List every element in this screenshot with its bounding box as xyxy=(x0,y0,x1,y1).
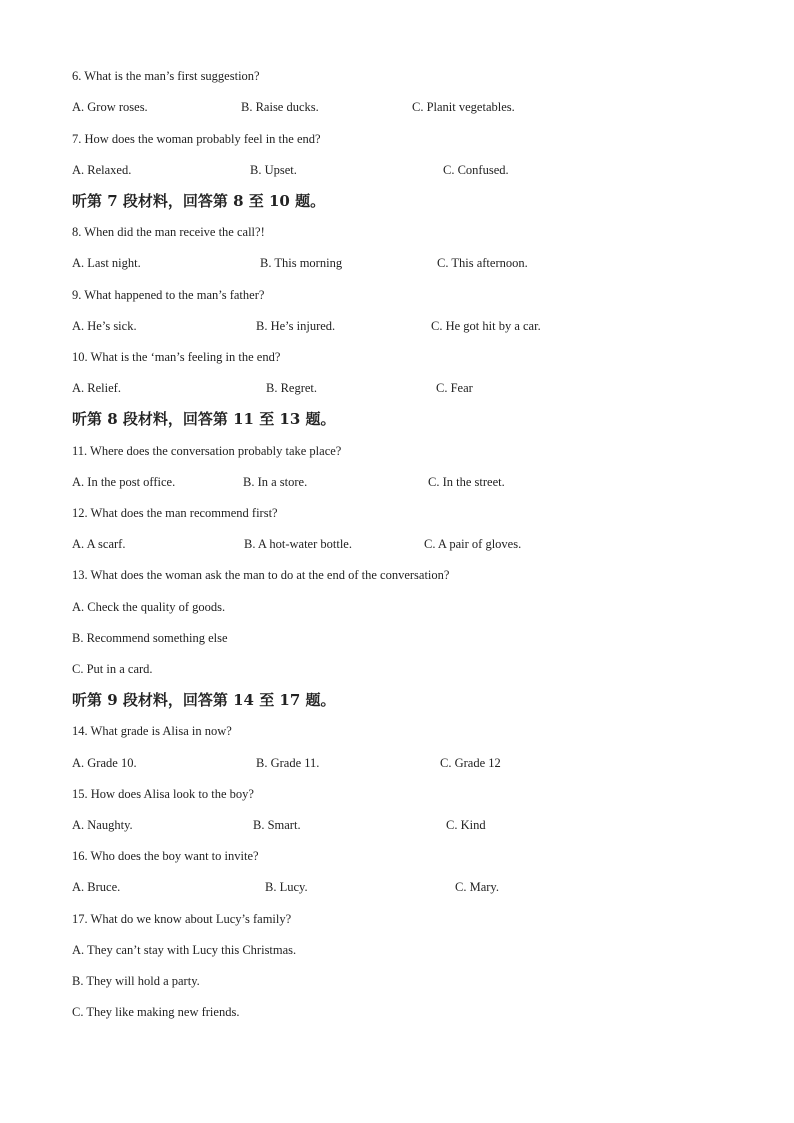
option-a: A. Check the quality of goods. xyxy=(72,600,226,614)
option-b: B. They will hold a party. xyxy=(72,974,200,988)
question-6: 6. What is the man’s first suggestion? xyxy=(72,69,260,83)
option-a: A. A scarf. xyxy=(72,537,126,551)
option-c: C. Grade 12 xyxy=(440,756,501,770)
question-16: 16. Who does the boy want to invite? xyxy=(72,849,259,863)
option-a: A. Last night. xyxy=(72,256,141,270)
option-a: A. Relief. xyxy=(72,381,121,395)
option-a: A. Grade 10. xyxy=(72,756,137,770)
option-a: A. Naughty. xyxy=(72,818,133,832)
option-c: C. Kind xyxy=(446,818,486,832)
option-a: A. He’s sick. xyxy=(72,319,137,333)
question-12: 12. What does the man recommend first? xyxy=(72,506,278,520)
option-a: A. Relaxed. xyxy=(72,163,132,177)
question-15: 15. How does Alisa look to the boy? xyxy=(72,787,254,801)
section-heading-8: 听第 8 段材料，回答第 11 至 13 题。 xyxy=(72,410,336,428)
option-b: B. Smart. xyxy=(253,818,301,832)
option-b: B. In a store. xyxy=(243,475,308,489)
option-c: C. This afternoon. xyxy=(437,256,528,270)
section-heading-9: 听第 9 段材料，回答第 14 至 17 题。 xyxy=(72,691,336,709)
question-14: 14. What grade is Alisa in now? xyxy=(72,724,232,738)
option-b: B. Lucy. xyxy=(265,880,308,894)
option-c: C. Put in a card. xyxy=(72,662,153,676)
option-c: C. A pair of gloves. xyxy=(424,537,522,551)
option-c: C. He got hit by a car. xyxy=(431,319,541,333)
option-c: C. Planit vegetables. xyxy=(412,100,515,114)
option-b: B. He’s injured. xyxy=(256,319,336,333)
question-10: 10. What is the ‘man’s feeling in the end? xyxy=(72,350,281,364)
option-c: C. In the street. xyxy=(428,475,505,489)
option-c: C. Fear xyxy=(436,381,473,395)
option-a: A. They can’t stay with Lucy this Christmas. xyxy=(72,943,297,957)
option-c: C. They like making new friends. xyxy=(72,1005,240,1019)
option-b: B. Grade 11. xyxy=(256,756,320,770)
option-b: B. A hot-water bottle. xyxy=(244,537,352,551)
option-c: C. Mary. xyxy=(455,880,499,894)
option-b: B. This morning xyxy=(260,256,343,270)
question-17: 17. What do we know about Lucy’s family? xyxy=(72,912,292,926)
question-9: 9. What happened to the man’s father? xyxy=(72,288,265,302)
question-8: 8. When did the man receive the call?! xyxy=(72,225,265,239)
question-7: 7. How does the woman probably feel in the end? xyxy=(72,132,321,146)
option-b: B. Upset. xyxy=(250,163,297,177)
option-a: A. In the post office. xyxy=(72,475,176,489)
option-a: A. Bruce. xyxy=(72,880,121,894)
section-heading-7: 听第 7 段材料，回答第 8 至 10 题。 xyxy=(72,192,326,210)
option-b: B. Recommend something else xyxy=(72,631,228,645)
question-13: 13. What does the woman ask the man to do at the end of the conversation? xyxy=(72,568,450,582)
question-11: 11. Where does the conversation probably take place? xyxy=(72,444,342,458)
option-a: A. Grow roses. xyxy=(72,100,148,114)
option-b: B. Regret. xyxy=(266,381,318,395)
option-b: B. Raise ducks. xyxy=(241,100,319,114)
option-c: C. Confused. xyxy=(443,163,509,177)
